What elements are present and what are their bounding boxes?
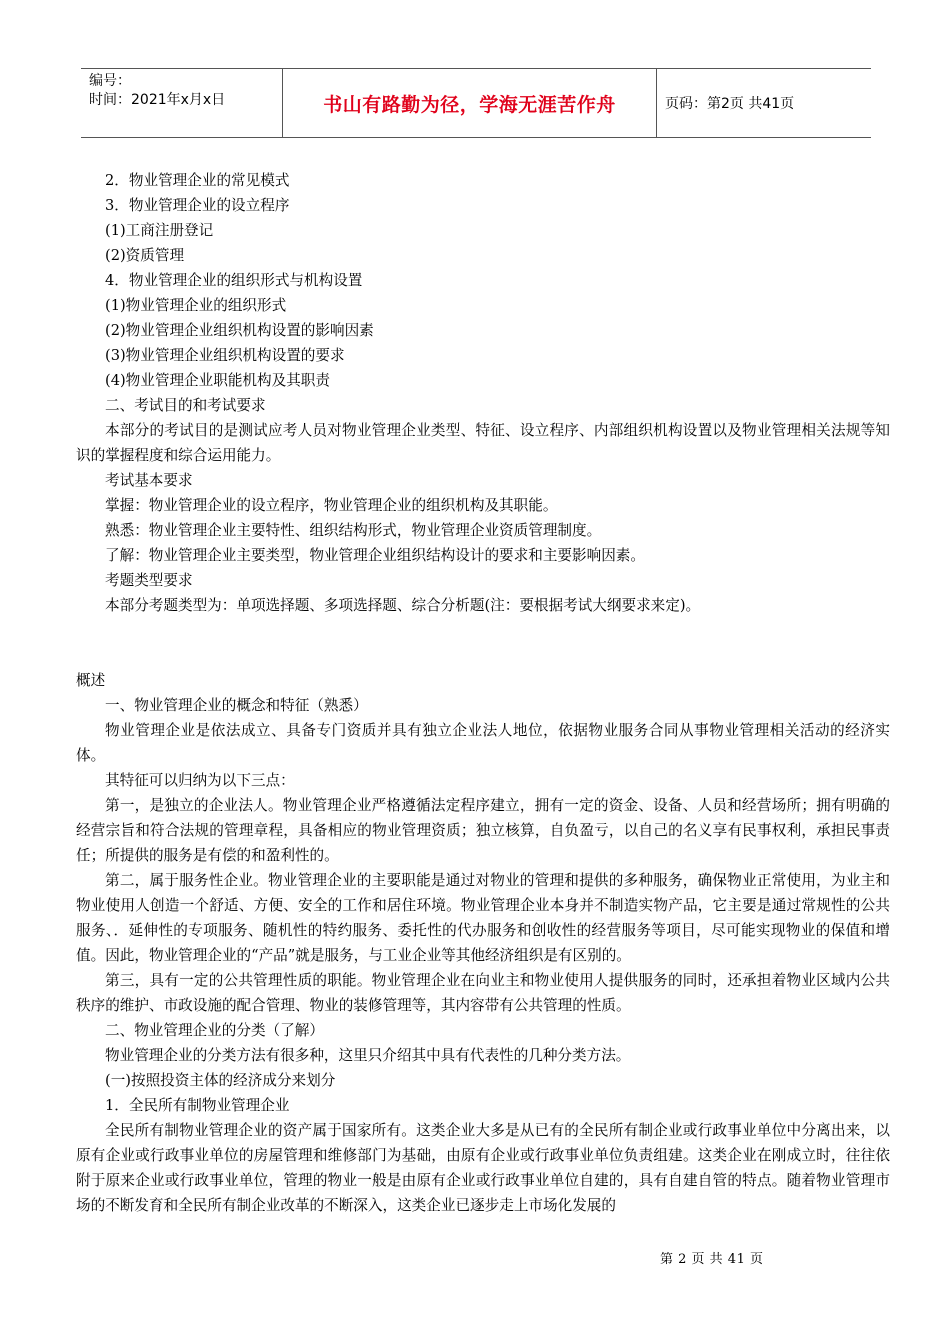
exam-purpose-paragraph: 本部分的考试目的是测试应考人员对物业管理企业类型、特征、设立程序、内部组织机构设置以及物业管理相关法规等知识的掌握程度和综合运用能力。 [76, 422, 890, 464]
outline-line: (1)工商注册登记 [105, 222, 214, 239]
overview-title: 概述 [76, 672, 106, 689]
section-heading: 二、物业管理企业的分类（了解） [105, 1022, 324, 1039]
requirement-line: 本部分考题类型为：单项选择题、多项选择题、综合分析题(注：要根据考试大纲要求来定)。 [105, 597, 701, 614]
subsection-item: 1．全民所有制物业管理企业 [105, 1097, 290, 1114]
outline-line: 2．物业管理企业的常见模式 [105, 172, 290, 189]
paragraph: 其特征可以归纳为以下三点： [105, 772, 295, 789]
page-footer: 第 2 页 共 41 页 [660, 1252, 764, 1267]
requirement-line: 了解：物业管理企业主要类型，物业管理企业组织结构设计的要求和主要影响因素。 [105, 547, 645, 564]
paragraph: 第三，具有一定的公共管理性质的职能。物业管理企业在向业主和物业使用人提供服务的同时，还承担着物业区域内公共秩序的维护、市政设施的配合管理、物业的装修管理等，其内容带有公共管理的性质。 [76, 972, 890, 1014]
requirement-line: 考试基本要求 [105, 472, 193, 489]
outline-line: (2)资质管理 [105, 247, 185, 264]
requirement-line: 熟悉：物业管理企业主要特性、组织结构形式，物业管理企业资质管理制度。 [105, 522, 602, 539]
outline-line: 3．物业管理企业的设立程序 [105, 197, 290, 214]
outline-line: (3)物业管理企业组织机构设置的要求 [105, 347, 345, 364]
paragraph: 物业管理企业是依法成立、具备专门资质并具有独立企业法人地位，依据物业服务合同从事物业管理相关活动的经济实体。 [76, 722, 890, 764]
header-page-info: 页码：第2页 共41页 [665, 96, 795, 112]
outline-line: (4)物业管理企业职能机构及其职责 [105, 372, 330, 389]
paragraph: 第一，是独立的企业法人。物业管理企业严格遵循法定程序建立，拥有一定的资金、设备、人员和经营场所；拥有明确的经营宗旨和符合法规的管理章程，具备相应的物业管理资质；独立核算，自负盈亏，以自己的名义享有民事权利，承担民事责任；所提供的服务是有偿的和盈利性的。 [76, 797, 890, 864]
paragraph: 第二，属于服务性企业。物业管理企业的主要职能是通过对物业的管理和提供的多种服务，确保物业正常使用，为业主和物业使用人创造一个舒适、方便、安全的工作和居住环境。物业管理企业本身并不制造实物产品，它主要是通过常规性的公共服务、．延伸性的专项服务、随机性的特约服务、委托性的代办服务和创收性的经营服务等项目，尽可能实现物业的保值和增值。因此，物业管理企业的“产品”就是服务，与工业企业等其他经济组织是有区别的。 [76, 872, 890, 964]
requirement-line: 考题类型要求 [105, 572, 193, 589]
outline-line: 4．物业管理企业的组织形式与机构设置 [105, 272, 363, 289]
document-date: 时间：2021年x月x日 [89, 92, 226, 108]
header-meta-cell [81, 69, 283, 137]
requirement-line: 掌握：物业管理企业的设立程序，物业管理企业的组织机构及其职能。 [105, 497, 558, 514]
subsection-heading: (一)按照投资主体的经济成分来划分 [105, 1072, 336, 1089]
paragraph: 物业管理企业的分类方法有很多种，这里只介绍其中具有代表性的几种分类方法。 [105, 1047, 631, 1064]
document-number: 编号： [89, 73, 131, 89]
page-header [81, 68, 871, 138]
document-body [76, 168, 890, 1218]
outline-line: (1)物业管理企业的组织形式 [105, 297, 287, 314]
header-motto: 书山有路勤为径，学海无涯苦作舟 [283, 69, 657, 137]
section-heading: 一、物业管理企业的概念和特征（熟悉） [105, 697, 368, 714]
outline-line: (2)物业管理企业组织机构设置的影响因素 [105, 322, 374, 339]
paragraph: 全民所有制物业管理企业的资产属于国家所有。这类企业大多是从已有的全民所有制企业或行政事业单位中分离出来，以原有企业或行政事业单位的房屋管理和维修部门为基础，由原有企业或行政事业单位负责组建。这类企业在刚成立时，往往依附于原来企业或行政事业单位，管理的物业一般是由原有企业或行政事业单位自建的，具有自建自管的特点。随着物业管理市场的不断发育和全民所有制企业改革的不断深入，这类企业已逐步走上市场化发展的 [76, 1122, 890, 1214]
section-heading: 二、考试目的和考试要求 [105, 397, 266, 414]
